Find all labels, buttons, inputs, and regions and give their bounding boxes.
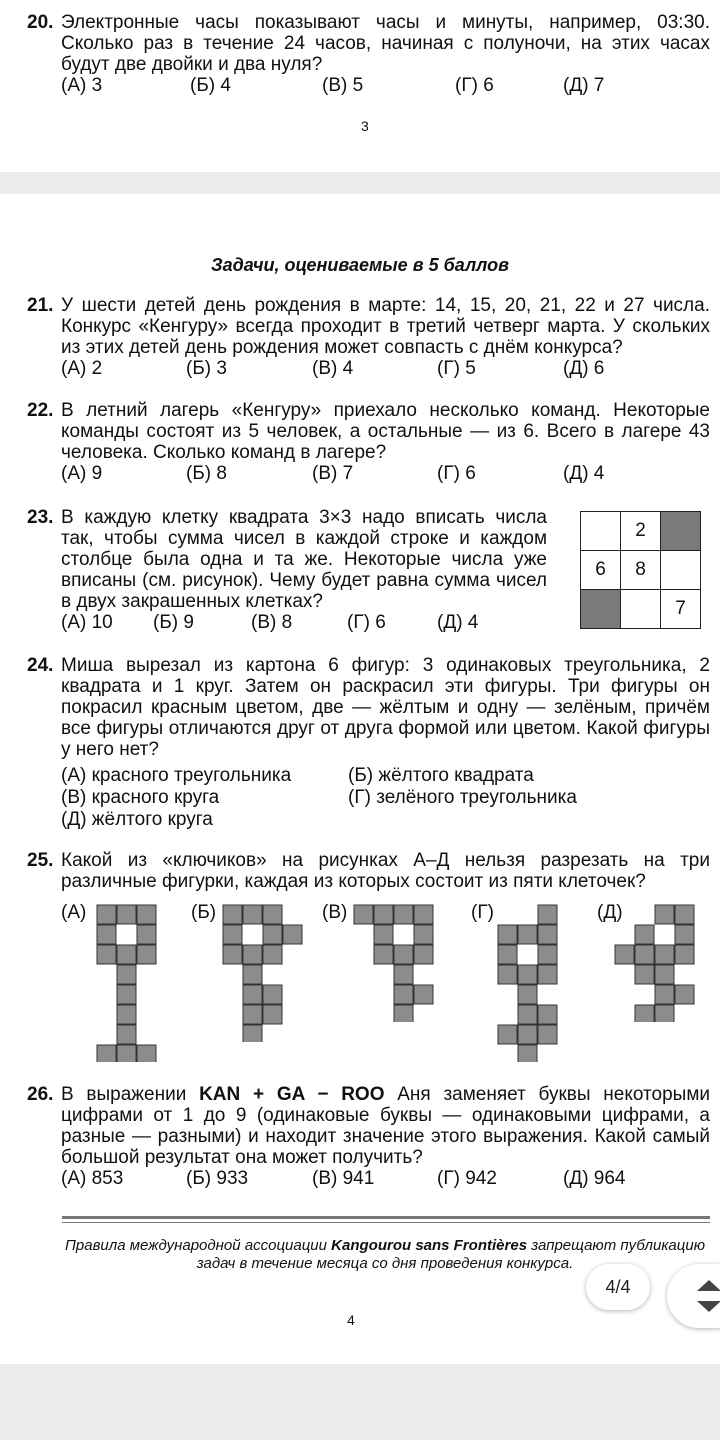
- grid-cell: 2: [621, 512, 661, 551]
- problem-text: У шести детей день рождения в марте: 14, 15, 20, 21, 22 и 27 числа. Конкурс «Кенгуру» всегда проходит в третий четверг марта. У скольких из этих детей день рождения может совпасть с днём конкурса?: [61, 295, 710, 358]
- problem-number: 25.: [27, 850, 54, 871]
- key-cell: [414, 925, 433, 944]
- key-cell: [518, 1045, 537, 1062]
- page-number: 3: [361, 118, 369, 134]
- key-cell: [518, 1005, 537, 1024]
- key-cell: [117, 1025, 136, 1044]
- key-cell: [223, 945, 242, 964]
- problem-text: Миша вырезал из картона 6 фигур: 3 одинаковых треугольника, 2 квадрата и 1 круг. Затем он раскрасил эти фигуры. Три фигуры он покрасил красным цветом, две — жёлтым и одну — зелёным, причём все фигуры отличаются друг от друга формой или цветом. Какой фигуры у него нет?: [61, 655, 710, 760]
- key-cell: [394, 985, 413, 1004]
- answer-options: [61, 612, 547, 634]
- key-cell: [675, 985, 694, 1004]
- key-cell: [263, 985, 282, 1004]
- key-cell: [498, 965, 517, 984]
- key-cell: [97, 945, 116, 964]
- key-label-d: (Д): [597, 902, 623, 923]
- option-v: (В) 8: [251, 612, 293, 633]
- problem-number: 26.: [27, 1084, 54, 1105]
- option-g: (Г) 942: [437, 1168, 497, 1189]
- option-g: (Г) 6: [455, 75, 494, 96]
- key-label-a: (А): [61, 902, 87, 923]
- answer-options: [61, 75, 710, 97]
- footer-org: Kangourou sans Frontières: [331, 1237, 528, 1254]
- key-cell: [374, 905, 393, 924]
- key-label-g: (Г): [471, 902, 494, 923]
- problem-22: [27, 400, 710, 485]
- key-cell: [498, 1025, 517, 1044]
- grid-cell: [661, 551, 701, 590]
- problem-text: Электронные часы показывают часы и минуты, например, 03:30. Сколько раз в течение 24 часов, начиная с полуночи, на этих часах будут две двойки и два нуля?: [61, 12, 710, 75]
- key-cell: [374, 945, 393, 964]
- key-cell: [394, 905, 413, 924]
- option-v: (В) 7: [312, 463, 354, 484]
- option-a: (А) 3: [61, 75, 103, 96]
- expression: KAN + GA − ROO: [199, 1084, 385, 1105]
- option-b: (Б) жёлтого квадрата: [348, 765, 534, 786]
- option-d: (Д) 964: [563, 1168, 626, 1189]
- footer-text-rest: запрещают публикацию задач в течение месяца со дня проведения конкурса.: [196, 1237, 705, 1272]
- key-cell: [374, 925, 393, 944]
- page-number: 4: [347, 1312, 355, 1328]
- key-cell: [655, 965, 674, 984]
- key-cell: [538, 1005, 557, 1024]
- chevron-up-icon[interactable]: [697, 1280, 720, 1291]
- key-cell: [243, 945, 262, 964]
- key-cell: [414, 985, 433, 1004]
- grid-cell: 6: [581, 551, 621, 590]
- page-indicator[interactable]: 4/4: [586, 1264, 650, 1310]
- key-cell: [263, 945, 282, 964]
- key-cell: [117, 965, 136, 984]
- chevron-down-icon[interactable]: [697, 1301, 720, 1312]
- key-cell: [394, 1005, 413, 1022]
- key-cell: [635, 965, 654, 984]
- problem-number: 22.: [27, 400, 54, 421]
- key-cell: [655, 1005, 674, 1022]
- key-cell: [635, 925, 654, 944]
- key-cell: [263, 925, 282, 944]
- option-v: (В) 4: [312, 358, 354, 379]
- problem-text: Какой из «ключиков» на рисунках А–Д нельзя разрезать на три различные фигурки, каждая из которых состоит из пяти клеточек?: [61, 850, 710, 892]
- key-cell: [354, 905, 373, 924]
- key-cell: [414, 905, 433, 924]
- key-cell: [518, 965, 537, 984]
- key-cell: [655, 985, 674, 1004]
- grid-cell: [581, 512, 621, 551]
- option-a: (А) 9: [61, 463, 103, 484]
- key-cell: [97, 1045, 116, 1062]
- option-g: (Г) 5: [437, 358, 476, 379]
- key-cell: [538, 965, 557, 984]
- page-4: [0, 194, 720, 1364]
- key-cell: [518, 1025, 537, 1044]
- key-label-b: (Б): [191, 902, 217, 923]
- key-cell: [414, 945, 433, 964]
- key-cell: [263, 905, 282, 924]
- grid-cell: [621, 590, 661, 629]
- option-v: (В) 941: [312, 1168, 375, 1189]
- key-cell: [243, 985, 262, 1004]
- key-cell: [137, 945, 156, 964]
- option-d: (Д) 7: [563, 75, 605, 96]
- option-g: (Г) 6: [347, 612, 386, 633]
- problem-number: 24.: [27, 655, 54, 676]
- key-cell: [117, 985, 136, 1004]
- answer-options: [61, 463, 710, 485]
- key-cell: [117, 905, 136, 924]
- problem-number: 23.: [27, 507, 54, 528]
- key-cell: [394, 965, 413, 984]
- page-3: [0, 0, 720, 172]
- key-cell: [117, 1005, 136, 1024]
- option-d: (Д) 6: [563, 358, 605, 379]
- key-cell: [675, 925, 694, 944]
- option-d: (Д) 4: [563, 463, 605, 484]
- option-v: (В) красного круга: [61, 787, 220, 808]
- key-cell: [538, 905, 557, 924]
- option-a: (А) 853: [61, 1168, 124, 1189]
- key-cell: [97, 925, 116, 944]
- text-before: В выражении: [61, 1084, 200, 1105]
- problem-26: [27, 1084, 710, 1190]
- key-cell: [518, 985, 537, 1004]
- key-cell: [518, 925, 537, 944]
- grid-cell: 8: [621, 551, 661, 590]
- option-d: (Д) жёлтого круга: [61, 809, 213, 830]
- key-figure-a: [96, 904, 158, 1062]
- key-cell: [137, 1045, 156, 1062]
- problem-text: [61, 1084, 710, 1168]
- section-title: Задачи, оцениваемые в 5 баллов: [211, 255, 509, 275]
- option-g: (Г) зелёного треугольника: [348, 787, 577, 808]
- key-cell: [137, 905, 156, 924]
- problem-24: [27, 655, 710, 760]
- key-cell: [635, 1005, 654, 1022]
- option-b: (Б) 3: [186, 358, 227, 379]
- key-cell: [137, 925, 156, 944]
- answer-options: [61, 358, 710, 380]
- answer-options: [61, 1168, 710, 1190]
- key-cell: [223, 925, 242, 944]
- key-cell: [635, 945, 654, 964]
- key-figure-d: [614, 904, 696, 1022]
- scroll-arrows: [694, 1271, 720, 1321]
- footer-rule: [62, 1216, 710, 1219]
- key-figure-v: [353, 904, 435, 1022]
- grid-cell: 7: [661, 590, 701, 629]
- option-b: (Б) 933: [186, 1168, 249, 1189]
- option-a: (А) 2: [61, 358, 103, 379]
- problem-number: 20.: [27, 12, 54, 33]
- key-cell: [675, 905, 694, 924]
- key-label-v: (В): [322, 902, 348, 923]
- key-cell: [117, 945, 136, 964]
- shaded-cell: [661, 512, 701, 551]
- problem-23: [27, 507, 547, 634]
- problem-text: В летний лагерь «Кенгуру» приехало несколько команд. Некоторые команды состоят из 5 человек, а остальные — из 6. Всего в лагере 43 человека. Сколько команд в лагере?: [61, 400, 710, 463]
- key-cell: [243, 905, 262, 924]
- option-b: (Б) 9: [153, 612, 194, 633]
- key-cell: [394, 945, 413, 964]
- footer-text: Правила международной ассоциации: [65, 1237, 332, 1254]
- key-cell: [223, 905, 242, 924]
- key-figure-g: [497, 904, 559, 1062]
- key-cell: [615, 945, 634, 964]
- key-figure-b: [222, 904, 304, 1042]
- option-g: (Г) 6: [437, 463, 476, 484]
- text-after: Аня заменяет буквы некоторыми цифрами от 1 до 9 (одинаковые буквы — одинаковыми цифрами, а разные — разными) и находит значение этого выражения. Какой самый большой результат она может получить?: [61, 1084, 710, 1168]
- key-cell: [117, 1045, 136, 1062]
- key-cell: [243, 965, 262, 984]
- key-cell: [538, 945, 557, 964]
- key-cell: [498, 945, 517, 964]
- option-d: (Д) 4: [437, 612, 479, 633]
- problem-text: В каждую клетку квадрата 3×3 надо вписать числа так, чтобы сумма чисел в каждой строке и каждом столбце была одна и та же. Некоторые числа уже вписаны (см. рисунок). Чему будет равна сумма чисел в двух закрашенных клетках?: [61, 507, 547, 612]
- key-cell: [538, 1025, 557, 1044]
- problem-number: 21.: [27, 295, 54, 316]
- option-a: (А) красного треугольника: [61, 765, 292, 786]
- shaded-cell: [581, 590, 621, 629]
- key-cell: [243, 1025, 262, 1042]
- problem-20: [27, 12, 710, 97]
- key-cell: [675, 945, 694, 964]
- key-cell: [263, 1005, 282, 1024]
- option-a: (А) 10: [61, 612, 113, 633]
- option-v: (В) 5: [322, 75, 364, 96]
- option-b: (Б) 4: [190, 75, 231, 96]
- key-cell: [97, 905, 116, 924]
- problem-25: [27, 850, 710, 892]
- key-cell: [655, 905, 674, 924]
- option-b: (Б) 8: [186, 463, 227, 484]
- magic-square-grid: [580, 511, 701, 629]
- key-cell: [283, 925, 302, 944]
- problem-21: [27, 295, 710, 380]
- key-cell: [243, 1005, 262, 1024]
- key-cell: [538, 925, 557, 944]
- key-cell: [655, 945, 674, 964]
- key-cell: [498, 925, 517, 944]
- footer-rule-thin: [62, 1222, 710, 1223]
